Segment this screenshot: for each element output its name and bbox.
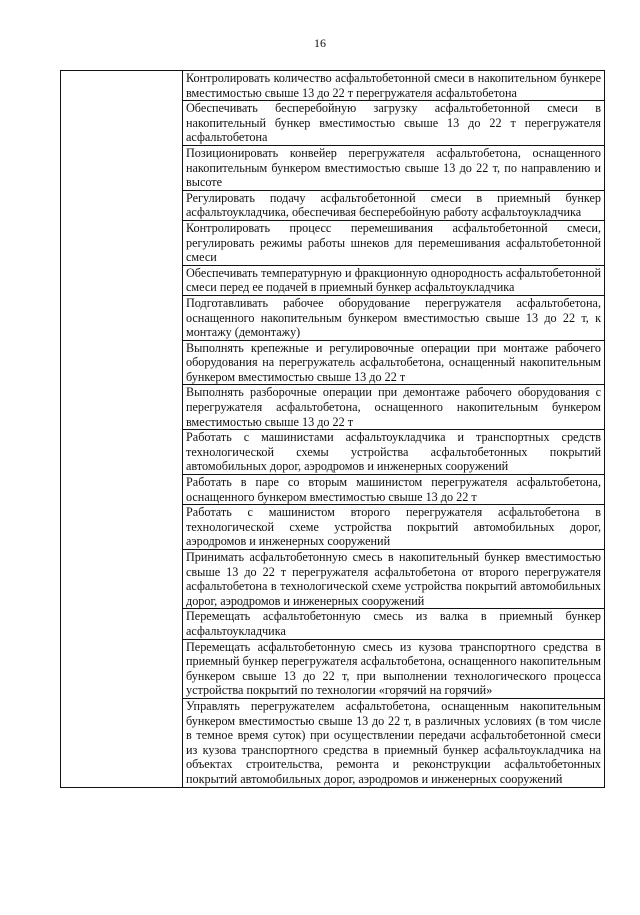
action-cell: Контролировать количество асфальтобетонной смеси в накопительном бункере вместимостью свыше 13 до 22 т перегружателя асфальтобетона	[183, 71, 605, 101]
labor-functions-table	[60, 70, 605, 788]
action-cell: Позиционировать конвейер перегружателя асфальтобетона, оснащенного накопительным бункером вместимостью свыше 13 до 22 т, по направлению и высоте	[183, 145, 605, 190]
action-cell: Регулировать подачу асфальтобетонной смеси в приемный бункер асфальтоукладчика, обеспечивая бесперебойную работу асфальтоукладчика	[183, 190, 605, 220]
table-row	[61, 71, 605, 101]
action-cell: Работать с машинистами асфальтоукладчика и транспортных средств технологической схемы устройства асфальтобетонных покрытий автомобильных дорог, аэродромов и инженерных сооружений	[183, 430, 605, 475]
action-cell: Перемещать асфальтобетонную смесь из валка в приемный бункер асфальтоукладчика	[183, 609, 605, 639]
action-cell: Выполнять крепежные и регулировочные операции при монтаже рабочего оборудования на перегружатель асфальтобетона, оснащенный накопительным бункером вместимостью свыше 13 до 22 т	[183, 340, 605, 385]
action-cell: Принимать асфальтобетонную смесь в накопительный бункер вместимостью свыше 13 до 22 т перегружателя асфальтобетона от второго перегружателя асфальтобетона в технологической схеме устройства покрытий автомобильных дорог, аэродромов и инженерных сооружений	[183, 550, 605, 609]
page-number: 16	[314, 36, 326, 50]
action-cell: Обеспечивать бесперебойную загрузку асфальтобетонной смеси в накопительный бункер вместимостью свыше 13 до 22 т перегружателя асфальтобетона	[183, 101, 605, 146]
table-body	[61, 71, 605, 788]
action-cell: Выполнять разборочные операции при демонтаже рабочего оборудования с перегружателя асфальтобетона, оснащенного накопительным бункером вместимостью свыше 13 до 22 т	[183, 385, 605, 430]
action-cell: Работать в паре со вторым машинистом перегружателя асфальтобетона, оснащенного бункером вместимостью свыше 13 до 22 т	[183, 475, 605, 505]
action-cell: Управлять перегружателем асфальтобетона, оснащенным накопительным бункером вместимостью свыше 13 до 22 т, в различных условиях (в том числе в темное время суток) при осуществлении передачи асфальтобетонной смеси из кузова транспортного средства в приемный бункер асфальтоукладчика на объектах строительства, ремонта и реконструкции асфальтобетонных покрытий автомобильных дорог, аэродромов и инженерных сооружений	[183, 698, 605, 787]
action-cell: Работать с машинистом второго перегружателя асфальтобетона в технологической схеме устройства покрытий автомобильных дорог, аэродромов и инженерных сооружений	[183, 505, 605, 550]
action-cell: Перемещать асфальтобетонную смесь из кузова транспортного средства в приемный бункер перегружателя асфальтобетона, оснащенного накопительным бункером свыше 13 до 22 т, при выполнении технологического процесса устройства покрытий по технологии «горячий на горячий»	[183, 639, 605, 698]
action-cell: Подготавливать рабочее оборудование перегружателя асфальтобетона, оснащенного накопительным бункером вместимостью свыше 13 до 22 т, к монтажу (демонтажу)	[183, 295, 605, 340]
action-cell: Обеспечивать температурную и фракционную однородность асфальтобетонной смеси перед ее подачей в приемный бункер асфальтоукладчика	[183, 265, 605, 295]
left-column-cell	[61, 71, 183, 788]
action-cell: Контролировать процесс перемешивания асфальтобетонной смеси, регулировать режимы работы шнеков для перемешивания асфальтобетонной смеси	[183, 220, 605, 265]
